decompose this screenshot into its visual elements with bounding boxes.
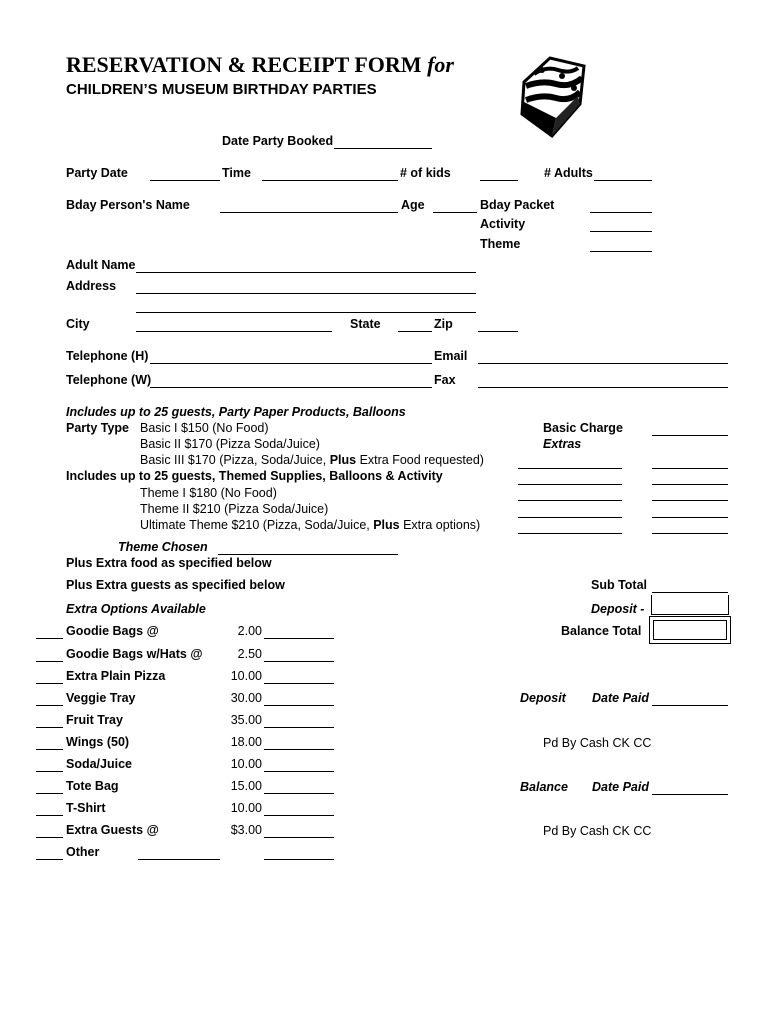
- address-field-2[interactable]: [136, 312, 476, 313]
- extra-item-name: Fruit Tray: [66, 713, 123, 727]
- tel-w-label: Telephone (W): [66, 373, 152, 387]
- theme1-option[interactable]: Theme I $180 (No Food): [140, 486, 277, 500]
- ultimate-plus: Plus: [373, 518, 400, 532]
- address-label: Address: [66, 279, 117, 293]
- city-label: City: [66, 317, 90, 331]
- theme2-option[interactable]: Theme II $210 (Pizza Soda/Juice): [140, 502, 329, 516]
- extra-amount-field[interactable]: [264, 705, 334, 706]
- extras-amt-5[interactable]: [652, 533, 728, 534]
- extra-amount-field[interactable]: [264, 815, 334, 816]
- time-field[interactable]: [262, 180, 398, 181]
- extras-desc-1[interactable]: [518, 468, 622, 469]
- balance-label: Balance: [520, 780, 568, 794]
- theme-field[interactable]: [590, 251, 652, 252]
- activity-field[interactable]: [590, 231, 652, 232]
- state-label: State: [350, 317, 381, 331]
- date-booked-label: Date Party Booked: [222, 134, 334, 148]
- form-subtitle: CHILDREN’S MUSEUM BIRTHDAY PARTIES: [66, 81, 377, 98]
- theme-chosen-label: Theme Chosen: [118, 540, 208, 554]
- num-adults-label: # Adults: [544, 166, 593, 180]
- activity-label: Activity: [480, 217, 526, 231]
- extra-item-price: 30.00: [230, 691, 262, 705]
- party-date-field[interactable]: [150, 180, 220, 181]
- extra-qty-field[interactable]: [36, 859, 63, 860]
- form-title: [66, 52, 454, 78]
- basic3-text-b: Extra Food requested): [356, 453, 484, 467]
- sub-total-field[interactable]: [652, 592, 728, 593]
- includes-basic-text: Includes up to 25 guests, Party Paper Products, Balloons: [66, 405, 406, 419]
- fax-field[interactable]: [478, 387, 728, 388]
- basic-charge-field[interactable]: [652, 435, 728, 436]
- extra-item-price: 18.00: [230, 735, 262, 749]
- cake-slice-icon: [512, 52, 592, 140]
- zip-label: Zip: [434, 317, 453, 331]
- extra-qty-field[interactable]: [36, 771, 63, 772]
- extra-item-name: Soda/Juice: [66, 757, 132, 771]
- extra-qty-field[interactable]: [36, 638, 63, 639]
- extra-item-price: 35.00: [230, 713, 262, 727]
- tel-w-field[interactable]: [150, 387, 432, 388]
- extra-amount-field[interactable]: [264, 638, 334, 639]
- bday-name-field[interactable]: [220, 212, 398, 213]
- extra-amount-field[interactable]: [264, 793, 334, 794]
- plus-food-text: Plus Extra food as specified below: [66, 556, 272, 570]
- age-label: Age: [401, 198, 425, 212]
- extras-amt-2[interactable]: [652, 484, 728, 485]
- ultimate-text-b: Extra options): [399, 518, 481, 532]
- zip-field[interactable]: [478, 331, 518, 332]
- basic2-option[interactable]: Basic II $170 (Pizza Soda/Juice): [140, 437, 320, 451]
- extra-qty-field[interactable]: [36, 727, 63, 728]
- form-title-main: RESERVATION & RECEIPT FORM: [66, 52, 422, 77]
- extra-amount-field[interactable]: [264, 749, 334, 750]
- extra-item-name: Veggie Tray: [66, 691, 136, 705]
- extras-desc-2[interactable]: [518, 484, 622, 485]
- extra-item-price: 15.00: [230, 779, 262, 793]
- extra-qty-field[interactable]: [36, 661, 63, 662]
- time-label: Time: [222, 166, 251, 180]
- address-field-1[interactable]: [136, 293, 476, 294]
- extra-qty-field[interactable]: [36, 749, 63, 750]
- deposit-date-paid-label: Date Paid: [592, 691, 649, 705]
- fax-label: Fax: [434, 373, 456, 387]
- theme-chosen-field[interactable]: [218, 554, 398, 555]
- extra-qty-field[interactable]: [36, 683, 63, 684]
- basic1-option[interactable]: Basic I $150 (No Food): [140, 421, 269, 435]
- extra-item-name: Wings (50): [66, 735, 130, 749]
- party-date-label: Party Date: [66, 166, 128, 180]
- balance-total-label: Balance Total: [561, 624, 642, 638]
- adult-name-label: Adult Name: [66, 258, 136, 272]
- email-label: Email: [434, 349, 468, 363]
- extras-amt-1[interactable]: [652, 468, 728, 469]
- extra-amount-field[interactable]: [264, 859, 334, 860]
- deposit-date-paid-field[interactable]: [652, 705, 728, 706]
- extra-qty-field[interactable]: [36, 837, 63, 838]
- deposit-minus-label: Deposit -: [591, 602, 645, 616]
- theme-label: Theme: [480, 237, 521, 251]
- num-kids-label: # of kids: [400, 166, 451, 180]
- basic-charge-label: Basic Charge: [543, 421, 623, 435]
- party-type-label: Party Type: [66, 421, 129, 435]
- tel-h-label: Telephone (H): [66, 349, 149, 363]
- extra-amount-field[interactable]: [264, 661, 334, 662]
- extras-amt-3[interactable]: [652, 500, 728, 501]
- num-adults-field[interactable]: [594, 180, 652, 181]
- extra-item-name: Extra Guests @: [66, 823, 159, 837]
- extra-amount-field[interactable]: [264, 727, 334, 728]
- other-desc-field[interactable]: [138, 859, 220, 860]
- balance-total-inner: [653, 620, 727, 640]
- deposit-field[interactable]: [651, 595, 729, 615]
- ultimate-text-a: Ultimate Theme $210 (Pizza, Soda/Juice,: [140, 518, 374, 532]
- extras-amt-4[interactable]: [652, 517, 728, 518]
- extra-qty-field[interactable]: [36, 705, 63, 706]
- extra-item-price: 10.00: [230, 757, 262, 771]
- num-kids-field[interactable]: [480, 180, 518, 181]
- extra-item-price: $3.00: [230, 823, 262, 837]
- plus-guests-text: Plus Extra guests as specified below: [66, 578, 285, 592]
- extra-item-name: Goodie Bags @: [66, 624, 159, 638]
- extra-item-price: 2.50: [237, 647, 262, 661]
- extra-item-name: Tote Bag: [66, 779, 119, 793]
- form-title-for: for: [427, 52, 454, 77]
- age-field[interactable]: [433, 212, 477, 213]
- adult-name-field[interactable]: [136, 272, 476, 273]
- city-field[interactable]: [136, 331, 332, 332]
- tel-h-field[interactable]: [150, 363, 432, 364]
- extra-item-name: T-Shirt: [66, 801, 106, 815]
- basic3-text-a: Basic III $170 (Pizza, Soda/Juice,: [140, 453, 330, 467]
- extra-amount-field[interactable]: [264, 683, 334, 684]
- includes-themed-text: Includes up to 25 guests, Themed Supplies, Balloons & Activity: [66, 469, 443, 483]
- date-booked-field[interactable]: [334, 148, 432, 149]
- extra-qty-field[interactable]: [36, 815, 63, 816]
- sub-total-label: Sub Total: [591, 578, 648, 592]
- extra-item-name: Extra Plain Pizza: [66, 669, 166, 683]
- balance-date-paid-label: Date Paid: [592, 780, 649, 794]
- extra-item-price: 10.00: [230, 801, 262, 815]
- deposit-label: Deposit: [520, 691, 566, 705]
- bday-packet-label: Bday Packet: [480, 198, 555, 212]
- extra-amount-field[interactable]: [264, 771, 334, 772]
- basic3-option[interactable]: [140, 454, 484, 467]
- ultimate-theme-option[interactable]: [140, 519, 480, 532]
- bday-name-label: Bday Person's Name: [66, 198, 190, 212]
- balance-date-paid-field[interactable]: [652, 794, 728, 795]
- extra-item-name: Other: [66, 845, 100, 859]
- extras-desc-4[interactable]: [518, 517, 622, 518]
- basic3-plus: Plus: [329, 453, 357, 467]
- email-field[interactable]: [478, 363, 728, 364]
- extra-qty-field[interactable]: [36, 793, 63, 794]
- extras-label: Extras: [543, 437, 582, 451]
- extra-item-name: Goodie Bags w/Hats @: [66, 647, 203, 661]
- extras-desc-3[interactable]: [518, 500, 622, 501]
- deposit-pd-by[interactable]: Pd By Cash CK CC: [543, 736, 652, 750]
- extra-amount-field[interactable]: [264, 837, 334, 838]
- extra-item-price: 10.00: [230, 669, 262, 683]
- extras-desc-5[interactable]: [518, 533, 622, 534]
- balance-pd-by[interactable]: Pd By Cash CK CC: [543, 824, 652, 838]
- balance-total-box[interactable]: [649, 616, 731, 644]
- state-field[interactable]: [398, 331, 432, 332]
- extra-options-heading: Extra Options Available: [66, 602, 206, 616]
- extra-item-price: 2.00: [237, 624, 262, 638]
- bday-packet-field[interactable]: [590, 212, 652, 213]
